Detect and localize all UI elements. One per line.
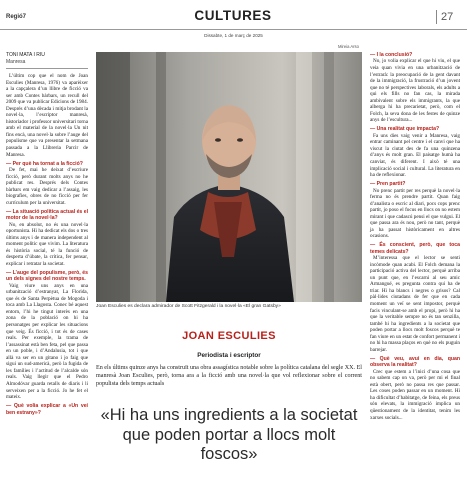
answer-paragraph: Vaig viure uns anys en una urbanització d’estranyat, La Florida, que és de Santa Perpètua de Mogoda i toca amb La Llagosta. Conec bé aquest entorn, l’hi he tingut interès en una zona de la població on hi ha personatges per explicar les situacions que veig. És ficció, i tot és de cases reals. Per exemple, la trama de l’assassinat està ben feta, pel que passa en un poble, i d’Andalusia, tot i que allà va ser en un gitano i jo faig que sigui un sud-americà, però la fugida de les famílies i l’actitud de l’alcalde són reals. Vaig llegir que el Pedro Almodóvar guarda retalls de diaris i li serveixen per a la ficció. Jo he fet el mateix. (6, 282, 88, 401)
intro-paragraph: L’últim cop que el nom de Joan Esculies (Manresa, 1976) va aparèixer a la capçalera d’un llibre de ficció va ser amb Contes bàrbars, un recull del 2009 que va publicar Edicions de 1984. Després d’una dècada i mitja brodant la novel·la, l’escriptor manresà, historiador i professor universitari torna amb el material de la novel·la Un nit fins encà, una novel·la sobre l’auge del populisme que va presentar la setmana passada a la Llibreria Parcir de Manresa. (6, 73, 88, 158)
answer-paragraph: No, jo volia explicar el que hi viu, el que veia quan vivia en una urbanització de l’estrarà: la preocupació de la gent davant de la immigració, la frustració d’un jovent que no té perspectives laborals, els adults a qui els fills no fan cas, la mirada ambivalent sobre els immigrants, la que alberga hi ha precarietat, però, com el Folch, la seva dona de les festes de quinze anys de l’escultura... (370, 58, 460, 124)
byline (6, 52, 88, 66)
section-title: CULTURES (194, 8, 272, 23)
question: — Què volia explicar a «Un veí ben estrany»? (6, 403, 88, 416)
answer-paragraph: De fet, mai he deixat d’escriure ficció, però durant molts anys no he publicat res. Després dels Contes bàrbars em vaig dedicar a l’assaig, les biografies, obres de no ficció per fer currículum per la universitat. (6, 167, 88, 206)
newspaper-brand: Regió7 (6, 14, 27, 20)
page-number: 27 (436, 10, 453, 24)
divider (6, 68, 88, 69)
portrait-illustration (96, 52, 362, 302)
pull-quote: «Hi ha uns ingredients a la societat que poden portar a llocs molt foscos» (100, 406, 358, 463)
photo-caption: Joan Esculies es declara admirador de Scott Fitzgerald i la novel·la «El gran Gatsby» (96, 304, 281, 309)
left-column (6, 52, 88, 416)
standfirst: En els últims quinze anys ha construït una obra assagística notable sobre la política catalana del segle XX. El manresà Joan Esculies, però, torna ara a la ficció amb una novel·la que vol reflexionar sobre el corrent populista dels temps actuals (96, 365, 362, 387)
question: — Una realitat que impacta? (370, 126, 460, 132)
interviewee-role: Periodista i escriptor (197, 352, 261, 359)
answer-paragraph: No, en absolut, no és una novel·la oportunista. Hi ha dedicat els dos o tres últims anys i de manera independent al moment polític que vivim. La literatura és història social, té la funció de desperta d’úbate, la crítica, fer pensar, explicar i retratar la societat. (6, 221, 88, 267)
answer-paragraph: No prenc partit per res perquè la novel·la ferma no és prendre partit. Quan faig d’analista o escric al diari, pocs cops prenc partit, jo poso el focus en llocs on no estem mirant i que cadascú pensi el que vulgui. El que passa ara és nou, però no tant, perquè ja ha passat històricament en altres ocasions. (370, 187, 460, 240)
question: — L’auge del populisme, però, és un dels signes del nostre temps. (6, 270, 88, 283)
question: — I la conclusió? (370, 52, 460, 58)
portrait-photo (96, 52, 362, 302)
answer-paragraph: Crec que estem a l’inici d’una cosa que no sabem cap on va, però per mi el final està obert, però no passa res que passar. Les coses poden passar en un moment. Hi ha dificultat d’habitatge, de feina, els preus són elevats, la immigració implica un qüestionament de la identitat, tenim les xarxes socials... (370, 368, 460, 421)
question: — És conscient, però, que toca temes delicats? (370, 242, 460, 255)
byline-place: Manresa (6, 59, 26, 65)
issue-date: Dissabte, 1 de març de 2025 (204, 33, 263, 38)
question: — Per què ha tornat a la ficció? (6, 161, 88, 167)
question: — La situació política actual és el motor de la novel·la? (6, 209, 88, 222)
question: — Pren partit? (370, 181, 460, 187)
byline-author: TONI MATA I RIU (6, 52, 45, 58)
answer-paragraph: Fa uns dies vaig venir a Manresa, vaig entrar caminant pel centre i el canvi que ha viscut la ciutat des de fa una quinzena d’anys és molt gran. El paisatge humà ha canviat, és diferent. I això té una implicació social i cultural. La literatura en ha de reflexionar. (370, 132, 460, 179)
article-body-right (370, 52, 460, 422)
interviewee-name: JOAN ESCULIES (182, 330, 276, 342)
question: — Què veu, avui en dia, quan observa la realitat? (370, 356, 460, 369)
article-body-left (6, 73, 88, 416)
answer-paragraph: M’interessa que el lector se senti incòmode quan acabi. El Folch demana la participació activa del lector, perquè arriba un punt que, en l’escarni al seu amic Armangué, es pregunta contra qui ha de triar. Hi ha blancs i negres o grisos? Cal pàl·lides ciutadans de fer que en cada moment un veï se sent impostor, perquè facis vinculant-se amb el propi, però hi ha que la veritable sempre no és tan senzilla, també hi ha ingredients a la societat que poden portar a llocs molt foscos perquè te fan viure en un estat de confort permanent i no hi ha massa plaços en què no els puguin barrejar. (370, 255, 460, 353)
photo-credit: Mireia Arso (338, 44, 359, 49)
masthead (0, 0, 467, 30)
